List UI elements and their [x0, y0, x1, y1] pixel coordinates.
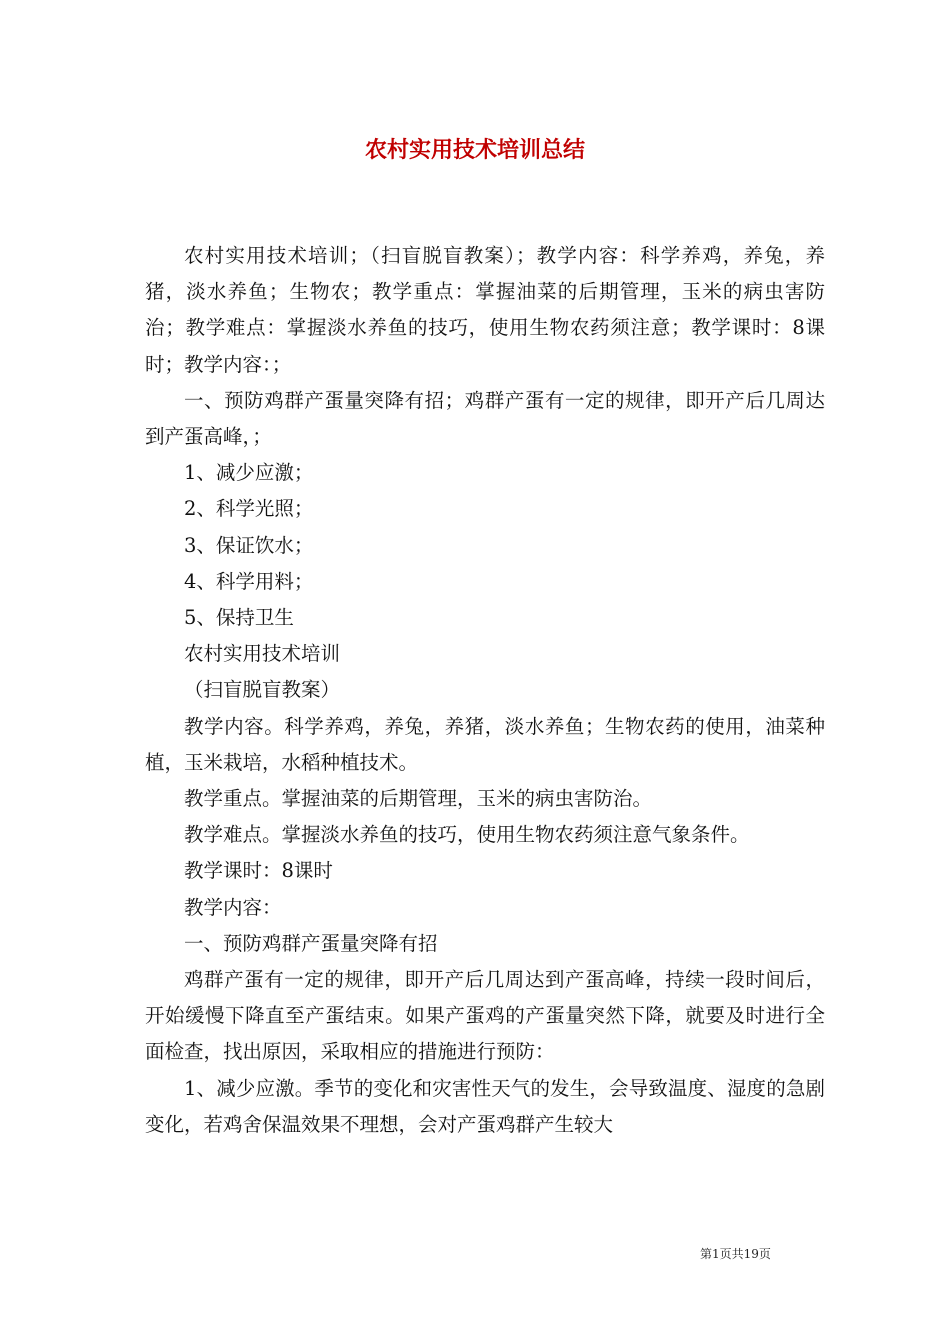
paragraph: 教学课时：8课时 [184, 859, 333, 883]
list-item: 5、保持卫生 [184, 606, 294, 630]
paragraph: 鸡群产蛋有一定的规律，即开产后几周达到产蛋高峰，持续一段时间后，开始缓慢下降直至产蛋结束。如果产蛋鸡的产蛋量突然下降，就要及时进行全面检查，找出原因，采取相应的措施进行预防： [145, 968, 825, 1064]
page-number-footer: 第1页共19页 [700, 1247, 771, 1261]
paragraph: 农村实用技术培训；（扫盲脱盲教案）；教学内容：科学养鸡，养兔，养猪，淡水养鱼；生物农；教学重点：掌握油菜的后期管理，玉米的病虫害防治；教学难点：掌握淡水养鱼的技巧，使用生物农药须注意；教学课时：8课时；教学内容：； [145, 244, 825, 376]
section-subheading: （扫盲脱盲教案） [184, 678, 341, 702]
document-body [145, 238, 825, 1143]
list-item: 3、保证饮水； [184, 533, 314, 557]
list-item: 4、科学用料； [184, 569, 314, 593]
paragraph: 1、减少应激。季节的变化和灾害性天气的发生，会导致温度、湿度的急剧变化，若鸡舍保温效果不理想，会对产蛋鸡群产生较大 [145, 1076, 825, 1136]
paragraph: 教学难点。掌握淡水养鱼的技巧，使用生物农药须注意气象条件。 [184, 823, 750, 847]
section-heading: 一、预防鸡群产蛋量突降有招 [184, 931, 438, 955]
section-heading: 农村实用技术培训 [184, 642, 341, 666]
list-item: 2、科学光照； [184, 497, 314, 521]
paragraph: 教学内容。科学养鸡，养兔，养猪，淡水养鱼；生物农药的使用，油菜种植，玉米栽培，水稻种植技术。 [145, 714, 825, 774]
paragraph: 一、预防鸡群产蛋量突降有招；鸡群产蛋有一定的规律，即开产后几周达到产蛋高峰，； [145, 388, 825, 449]
list-item: 1、减少应激； [184, 461, 314, 485]
document-title: 农村实用技术培训总结 [364, 137, 585, 163]
paragraph: 教学内容： [184, 895, 282, 919]
paragraph: 教学重点。掌握油菜的后期管理，玉米的病虫害防治。 [184, 787, 653, 811]
